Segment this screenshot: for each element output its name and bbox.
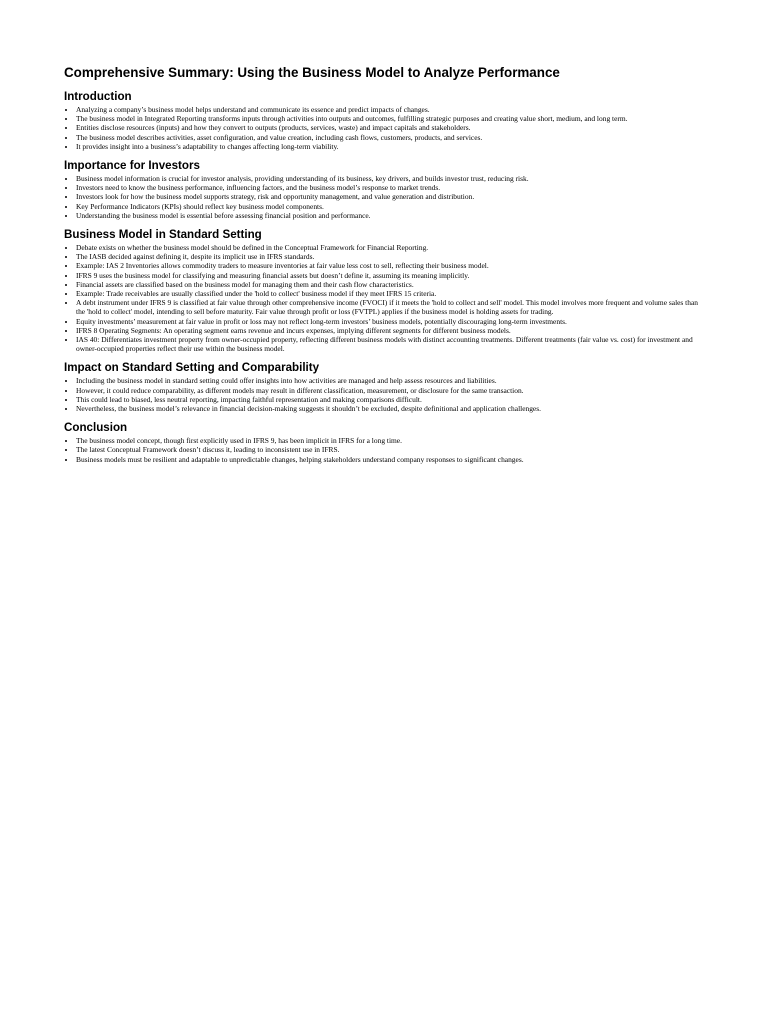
list-item: • Analyzing a company’s business model helps understand and communicate its essence and predict impacts of changes. bbox=[76, 105, 704, 114]
section-heading: Business Model in Standard Setting bbox=[64, 228, 262, 242]
document-title: Comprehensive Summary: Using the Business Model to Analyze Performance bbox=[64, 65, 560, 80]
section-introduction bbox=[64, 89, 704, 151]
list-item: • It provides insight into a business’s adaptability to changes affecting long-term viability. bbox=[76, 142, 704, 151]
list-item: • Nevertheless, the business model’s relevance in financial decision-making suggests it shouldn’t be excluded, despite definitional and application challenges. bbox=[76, 404, 704, 413]
bullet-list bbox=[64, 105, 704, 151]
list-item: • Example: Trade receivables are usually classified under the 'hold to collect' business model if they meet IFRS 15 criteria. bbox=[76, 289, 704, 298]
section-heading: Importance for Investors bbox=[64, 159, 200, 173]
bullet-list bbox=[64, 436, 704, 464]
list-item: • Business models must be resilient and adaptable to unpredictable changes, helping stakeholders understand company responses to significant changes. bbox=[76, 455, 704, 464]
list-item: • Debate exists on whether the business model should be defined in the Conceptual Framework for Financial Reporting. bbox=[76, 243, 704, 252]
list-item: • Equity investments’ measurement at fair value in profit or loss may not reflect long-term investors’ business models, potentially discouraging long-term investments. bbox=[76, 317, 704, 326]
list-item: • A debt instrument under IFRS 9 is classified at fair value through other comprehensive income (FVOCI) if it meets the 'hold to collect and sell' model. This model involves more frequent and volume sales than the 'hold to collect' model, intending to sell before maturity. Fair value through profit or loss (FVTPL) applies if the business model is holding assets for trading. bbox=[76, 298, 704, 316]
list-item: • Business model information is crucial for investor analysis, providing understanding of its business, key drivers, and builds investor trust, reducing risk. bbox=[76, 174, 704, 183]
list-item: • The business model concept, though first explicitly used in IFRS 9, has been implicit in IFRS for a long time. bbox=[76, 436, 704, 445]
list-item: • Including the business model in standard setting could offer insights into how activities are managed and help assess resources and liabilities. bbox=[76, 376, 704, 385]
list-item: • Understanding the business model is essential before assessing financial position and performance. bbox=[76, 211, 704, 220]
list-item: • Entities disclose resources (inputs) and how they convert to outputs (products, services, waste) and impact capitals and stakeholders. bbox=[76, 123, 704, 132]
list-item: • The latest Conceptual Framework doesn’t discuss it, leading to inconsistent use in IFRS. bbox=[76, 445, 704, 454]
section-business-model-in-standard-setting bbox=[64, 227, 704, 353]
list-item: • However, it could reduce comparability, as different models may result in different classification, measurement, or disclosure for the same transaction. bbox=[76, 386, 704, 395]
bullet-list bbox=[64, 243, 704, 353]
list-item: • The business model in Integrated Reporting transforms inputs through activities into outputs and outcomes, fulfilling strategic purposes and creating value short, medium, and long term. bbox=[76, 114, 704, 123]
list-item: • The business model describes activities, asset configuration, and value creation, including cash flows, customers, products, and services. bbox=[76, 133, 704, 142]
list-item: • Financial assets are classified based on the business model for managing them and their cash flow characteristics. bbox=[76, 280, 704, 289]
list-item: • The IASB decided against defining it, despite its implicit use in IFRS standards. bbox=[76, 252, 704, 261]
list-item: • This could lead to biased, less neutral reporting, impacting faithful representation and making comparisons difficult. bbox=[76, 395, 704, 404]
document-page bbox=[64, 64, 704, 471]
list-item: • Example: IAS 2 Inventories allows commodity traders to measure inventories at fair value less cost to sell, reflecting their business model. bbox=[76, 261, 704, 270]
list-item: • Investors look for how the business model supports strategy, risk and opportunity management, and value generation and distribution. bbox=[76, 192, 704, 201]
list-item: • IAS 40: Differentiates investment property from owner-occupied property, reflecting different business models with distinct accounting treatments. Different treatments (fair value vs. cost) for investment and owner-occupied properties reflect their use within the business model. bbox=[76, 335, 704, 353]
list-item: • Investors need to know the business performance, influencing factors, and the business model’s response to market trends. bbox=[76, 183, 704, 192]
section-heading: Conclusion bbox=[64, 421, 128, 435]
list-item: • Key Performance Indicators (KPIs) should reflect key business model components. bbox=[76, 202, 704, 211]
section-heading: Introduction bbox=[64, 90, 132, 103]
section-impact-on-standard-setting bbox=[64, 360, 704, 413]
section-heading: Impact on Standard Setting and Comparability bbox=[64, 361, 320, 375]
list-item: • IFRS 8 Operating Segments: An operating segment earns revenue and incurs expenses, implying different segments for different business models. bbox=[76, 326, 704, 335]
section-importance-for-investors bbox=[64, 158, 704, 220]
bullet-list bbox=[64, 376, 704, 413]
list-item: • IFRS 9 uses the business model for classifying and measuring financial assets but doesn’t define it, assuming its meaning implicitly. bbox=[76, 271, 704, 280]
section-conclusion bbox=[64, 420, 704, 464]
bullet-list bbox=[64, 174, 704, 220]
